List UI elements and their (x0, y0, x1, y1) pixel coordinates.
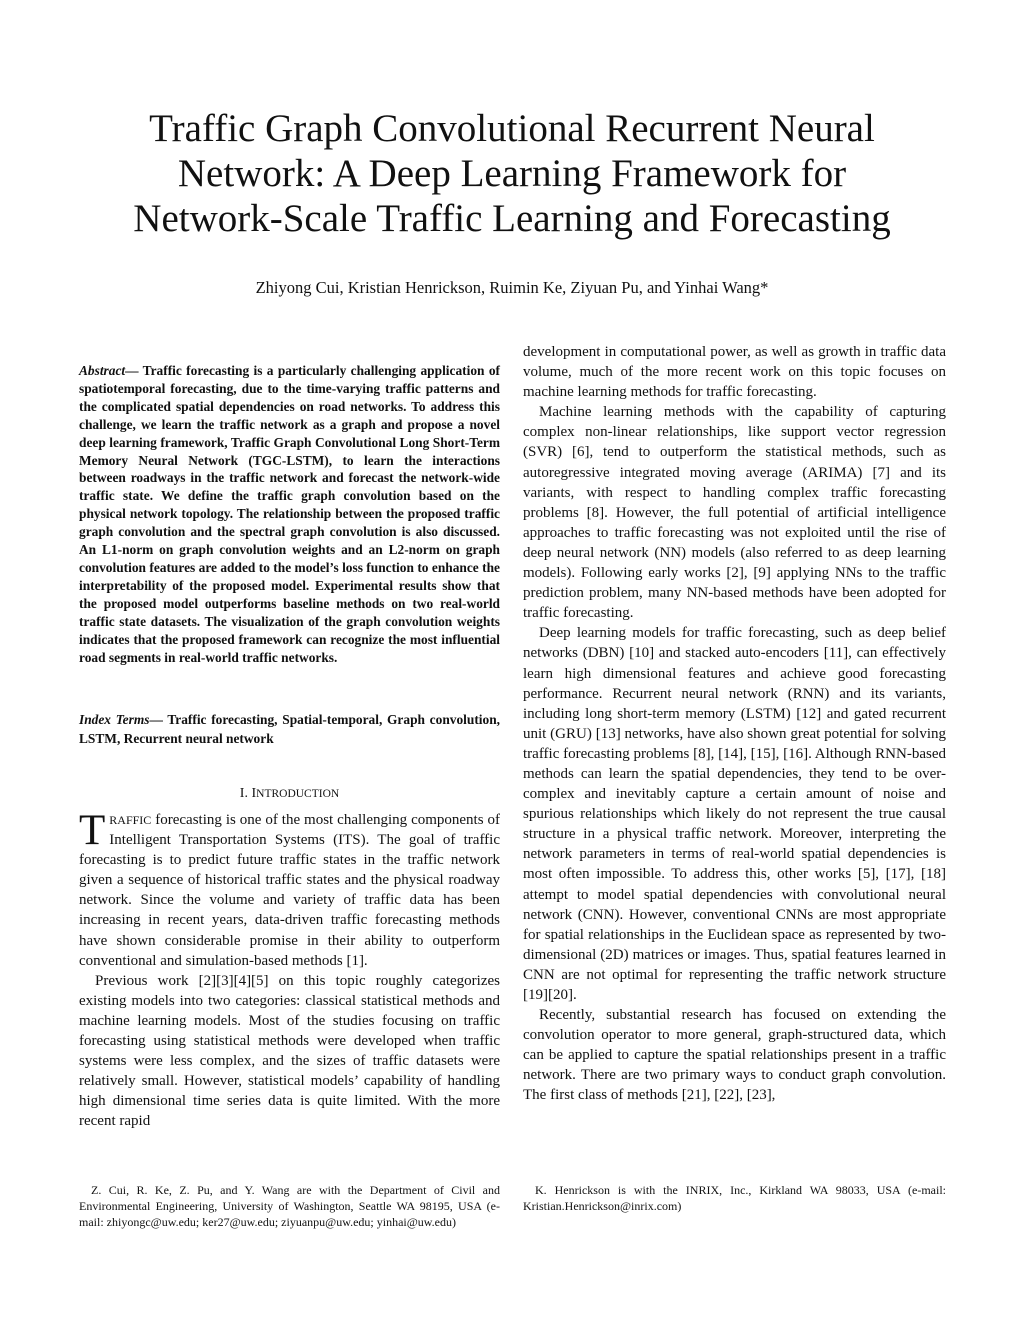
author-list: Zhiyong Cui, Kristian Henrickson, Ruimin Ke, Ziyuan Pu, and Yinhai Wang* (255, 278, 769, 297)
right-paragraph-3: Deep learning models for traffic forecasting, such as deep belief networks (DBN) [10] and stacked auto-encoders [11], can effectively learn high dimensional features and achieve good forecasting performance. Recurrent neural network (RNN) and its variants, including long short-term memory (LSTM) [12] and gated recurrent unit (GRU) [13] networks, have also shown great potential for solving traffic forecasting problems [8], [14], [15], [16]. Although RNN-based methods can learn the spatial dependencies, they tend to be over-complex and inevitably capture a certain amount of noise and spurious relationships which likely do not represent the true causal structure in a physical traffic network. Moreover, interpreting the network parameters in terms of real-world spatial dependencies is most often impossible. To address this, other works [5], [17], [18] attempt to model spatial dependencies with convolutional neural network (CNN). However, conventional CNNs are most appropriate for spatial relationships in the Euclidean space as represented by two-dimensional (2D) matrices or images. Thus, spatial features learned in CNN are not optimal for representing the traffic network structure [19][20]. (523, 625, 946, 1003)
section-numeral: I. (239, 786, 252, 801)
paper-title (60, 106, 964, 241)
introduction-body (79, 807, 500, 1132)
intro-paragraph-2: Previous work [2][3][4][5] on this topic roughly categorizes existing models into two categories: classical statistical methods and machine learning models. Most of the studies focusing on traffic forecasting using statistical methods were developed when traffic systems were less complex, and the sizes of traffic datasets were relatively small. However, statistical models’ capability of handling high dimensional time series data is quite limited. With the more recent rapid (79, 972, 500, 1130)
intro-paragraph-1 (79, 807, 500, 971)
footnote-affiliation-inrix: K. Henrickson is with the INRIX, Inc., Kirkland WA 98033, USA (e-mail: Kristian.Henrickson@inrix.com) (523, 1183, 946, 1213)
abstract-dash: — (125, 363, 143, 378)
title-line-3: Network-Scale Traffic Learning and Forecasting (133, 197, 891, 240)
section-heading-introduction (79, 786, 500, 802)
abstract-label: Abstract (79, 363, 126, 378)
intro-paragraph-1-text: forecasting is one of the most challenging components of Intelligent Transportation Systems (ITS). The goal of traffic forecasting is to predict future traffic states in the traffic network given a sequence of historical traffic states and the physical roadway network. Since the volume and variety of traffic data has been increasing in recent years, data-driven traffic forecasting methods have shown considerable promise in their ability to outperform conventional and simulation-based methods [1]. (79, 812, 500, 969)
title-line-2: Network: A Deep Learning Framework for (177, 152, 847, 195)
index-terms-dash: — (149, 712, 168, 727)
abstract (79, 362, 500, 666)
index-terms (79, 710, 500, 748)
right-column (523, 342, 946, 1106)
section-first-letter: I (251, 786, 257, 801)
right-paragraph-4: Recently, substantial research has focused on extending the convolution operator to more general, graph-structured data, which can be applied to capture the spatial relationships present in a traffic network. There are two primary ways to conduct graph convolution. The first class of methods [21], [22], [23], (523, 1007, 946, 1104)
index-terms-label: Index Terms (79, 712, 150, 727)
section-title-rest: NTRODUCTION (256, 788, 340, 800)
right-paragraph-2: Machine learning methods with the capability of capturing complex non-linear relationships, like support vector regression (SVR) [6], tend to outperform the statistical methods, such as autoregressive integrated moving average (ARIMA) [7] and its variants, with respect to handling complex traffic forecasting problems [8]. However, the full potential of artificial intelligence approaches to traffic forecasting was not exploited until the rise of deep neural network (NN) models (also referred to as deep learning models). Following early works [2], [9] applying NNs to the traffic prediction problem, many NN-based methods have been adopted for traffic forecasting. (523, 404, 946, 622)
title-line-1: Traffic Graph Convolutional Recurrent Neural (149, 107, 875, 150)
drop-cap: T (79, 807, 106, 854)
index-terms-text: Traffic forecasting, Spatial-temporal, Graph convolution, LSTM, Recurrent neural network (79, 712, 500, 746)
abstract-text: Traffic forecasting is a particularly challenging application of spatiotemporal forecasting, due to the time-varying traffic patterns and the complicated spatial dependencies on road networks. To address this challenge, we learn the traffic network as a graph and propose a novel deep learning framework, Traffic Graph Convolutional Long Short-Term Memory Neural Network (TGC-LSTM), to learn the interactions between roadways in the traffic network and forecast the network-wide traffic state. We define the traffic graph convolution based on the physical network topology. The relationship between the proposed traffic graph convolution and the spectral graph convolution is also discussed. An L1-norm on graph convolution weights and an L2-norm on graph convolution features are added to the model’s loss function to enhance the interpretability of the proposed model. Experimental results show that the proposed model outperforms baseline methods on two real-world traffic state datasets. The visualization of the graph convolution weights indicates that the proposed framework can recognize the most influential road segments in real-world traffic networks. (79, 363, 500, 665)
right-paragraph-1: development in computational power, as well as growth in traffic data volume, much of the more recent work on this topic focuses on machine learning methods for traffic forecasting. (523, 344, 946, 401)
drop-cap-word-rest: RAFFIC (109, 813, 152, 827)
footnote-affiliation-uw: Z. Cui, R. Ke, Z. Pu, and Y. Wang are with the Department of Civil and Environmental Engineering, University of Washington, Seattle WA 98195, USA (e-mail: zhiyongc@uw.edu; ker27@uw.edu; ziyuanpu@uw.edu; yinhai@uw.edu) (79, 1183, 500, 1229)
